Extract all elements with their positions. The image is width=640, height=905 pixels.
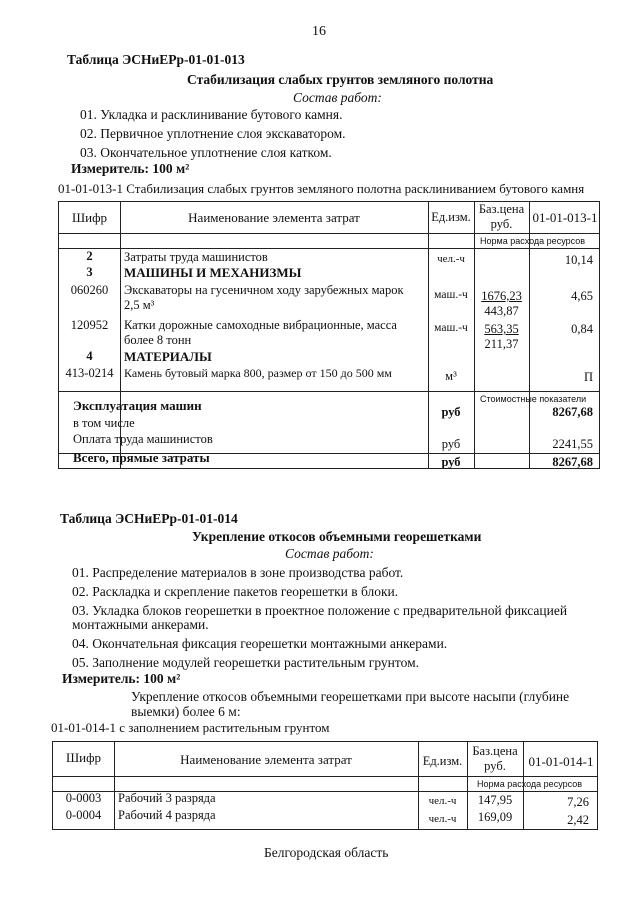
table2-work-item: 03. Укладка блоков георешетки в проектное положение с предварительной фиксацией (72, 603, 568, 618)
header-price: Баз.цена руб. (478, 202, 525, 231)
header-norm: 01-01-014-1 (528, 754, 594, 769)
cost-label: Стоимостные показатели (480, 394, 587, 404)
header-code: Шифр (66, 750, 101, 765)
row-price: 169,09 (477, 810, 513, 824)
cost-unit: руб (441, 437, 461, 451)
row-value: 2,42 (567, 813, 589, 827)
table1-work-heading: Состав работ: (293, 90, 382, 105)
row-value: П (583, 370, 593, 384)
header-unit: Ед.изм. (431, 210, 471, 224)
header-name: Наименование элемента затрат (188, 210, 360, 225)
row-unit: чел.-ч (428, 813, 457, 825)
table2-code-line: 01-01-014-1 с заполнением растительным грунтом (51, 720, 330, 735)
cost-name: в том числе (73, 416, 135, 430)
norm-label: Норма расхода ресурсов (477, 779, 582, 789)
cost-unit: руб (441, 405, 461, 419)
table1-code-line: 01-01-013-1 Стабилизация слабых грунтов земляного полотна расклиниванием бутового камня (58, 181, 585, 196)
table1-work-item: 03. Окончательное уплотнение слоя катком. (80, 145, 332, 160)
row-code: 3 (86, 265, 93, 279)
row-value: 10,14 (564, 253, 593, 267)
header-unit: Ед.изм. (422, 754, 463, 768)
table2-title: Таблица ЭСНиЕРр-01-01-014 (60, 511, 238, 526)
row-name: Рабочий 3 разряда (118, 791, 216, 805)
table2-desc: выемки) более 6 м: (131, 704, 241, 719)
table2-work-item: 04. Окончательная фиксация георешетки монтажными анкерами. (72, 636, 448, 651)
row-unit: чел.-ч (437, 253, 465, 265)
table2-work-item-cont: монтажными анкерами. (72, 617, 209, 632)
row-code: 120952 (70, 318, 109, 332)
table2-desc: Укрепление откосов объемными георешетками при высоте насыпи (глубине (131, 689, 570, 704)
header-code: Шифр (72, 210, 107, 225)
cost-value: 2241,55 (552, 437, 593, 451)
table1-work-item: 01. Укладка и расклинивание бутового камня. (80, 107, 343, 122)
table2-work-item: 01. Распределение материалов в зоне производства работ. (72, 565, 404, 580)
table2-meter: Измеритель: 100 м² (62, 671, 181, 686)
row-value: 0,84 (571, 322, 593, 336)
cost-unit: руб (441, 455, 461, 469)
row-unit: м³ (445, 369, 457, 383)
row-unit: маш.-ч (434, 289, 468, 301)
page-number: 16 (312, 24, 326, 39)
row-unit: чел.-ч (428, 795, 457, 807)
cost-name: Эксплуатация машин (73, 398, 202, 413)
table2-work-heading: Состав работ: (285, 546, 374, 561)
row-value: 4,65 (571, 289, 593, 303)
resource-table-1 (58, 201, 600, 469)
header-name: Наименование элемента затрат (180, 752, 352, 767)
row-name-cont: более 8 тонн (124, 333, 192, 347)
resource-table-2 (52, 741, 598, 830)
header-norm: 01-01-013-1 (532, 210, 598, 225)
row-name: Катки дорожные самоходные вибрационные, масса (124, 318, 397, 332)
norm-label: Норма расхода ресурсов (480, 236, 585, 246)
row-name: Экскаваторы на гусеничном ходу зарубежных марок (124, 283, 404, 297)
table2-work-item: 02. Раскладка и скрепление пакетов георешетки в блоки. (72, 584, 399, 599)
row-name: Камень бутовый марка 800, размер от 150 до 500 мм (124, 366, 392, 380)
row-code: 0-0003 (65, 791, 102, 805)
row-price-2: 211,37 (484, 337, 519, 351)
row-code: 0-0004 (65, 808, 102, 822)
row-code: 2 (86, 249, 93, 263)
row-name-cont: 2,5 м³ (124, 298, 155, 312)
row-name: Затраты труда машинистов (124, 250, 268, 264)
table1-title: Таблица ЭСНиЕРр-01-01-013 (67, 52, 245, 67)
row-value: 7,26 (567, 795, 589, 809)
table2-work-item: 05. Заполнение модулей георешетки растительным грунтом. (72, 655, 420, 670)
row-price-2: 443,87 (484, 304, 519, 318)
row-code: 4 (86, 349, 93, 363)
table2-subtitle: Укрепление откосов объемными георешетками (192, 529, 482, 544)
cost-name: Оплата труда машинистов (73, 432, 213, 446)
header-price: Баз.цена руб. (472, 744, 518, 773)
cost-name: Всего, прямые затраты (73, 450, 210, 465)
table1-work-item: 02. Первичное уплотнение слоя экскаватором. (80, 126, 346, 141)
row-code: 060260 (70, 283, 109, 297)
row-unit: маш.-ч (434, 322, 468, 334)
row-name: Рабочий 4 разряда (118, 808, 216, 822)
row-name: МАШИНЫ И МЕХАНИЗМЫ (124, 265, 302, 280)
cost-value: 8267,68 (552, 405, 593, 419)
row-code: 413-0214 (65, 366, 114, 380)
row-name: МАТЕРИАЛЫ (124, 349, 212, 364)
table1-subtitle: Стабилизация слабых грунтов земляного полотна (187, 72, 494, 87)
row-price: 147,95 (477, 793, 513, 807)
table1-meter: Измеритель: 100 м² (71, 161, 190, 176)
row-price: 1676,23 (481, 289, 522, 303)
row-price: 563,35 (484, 322, 519, 336)
cost-value: 8267,68 (552, 455, 593, 469)
page-footer: Белгородская область (264, 845, 389, 860)
